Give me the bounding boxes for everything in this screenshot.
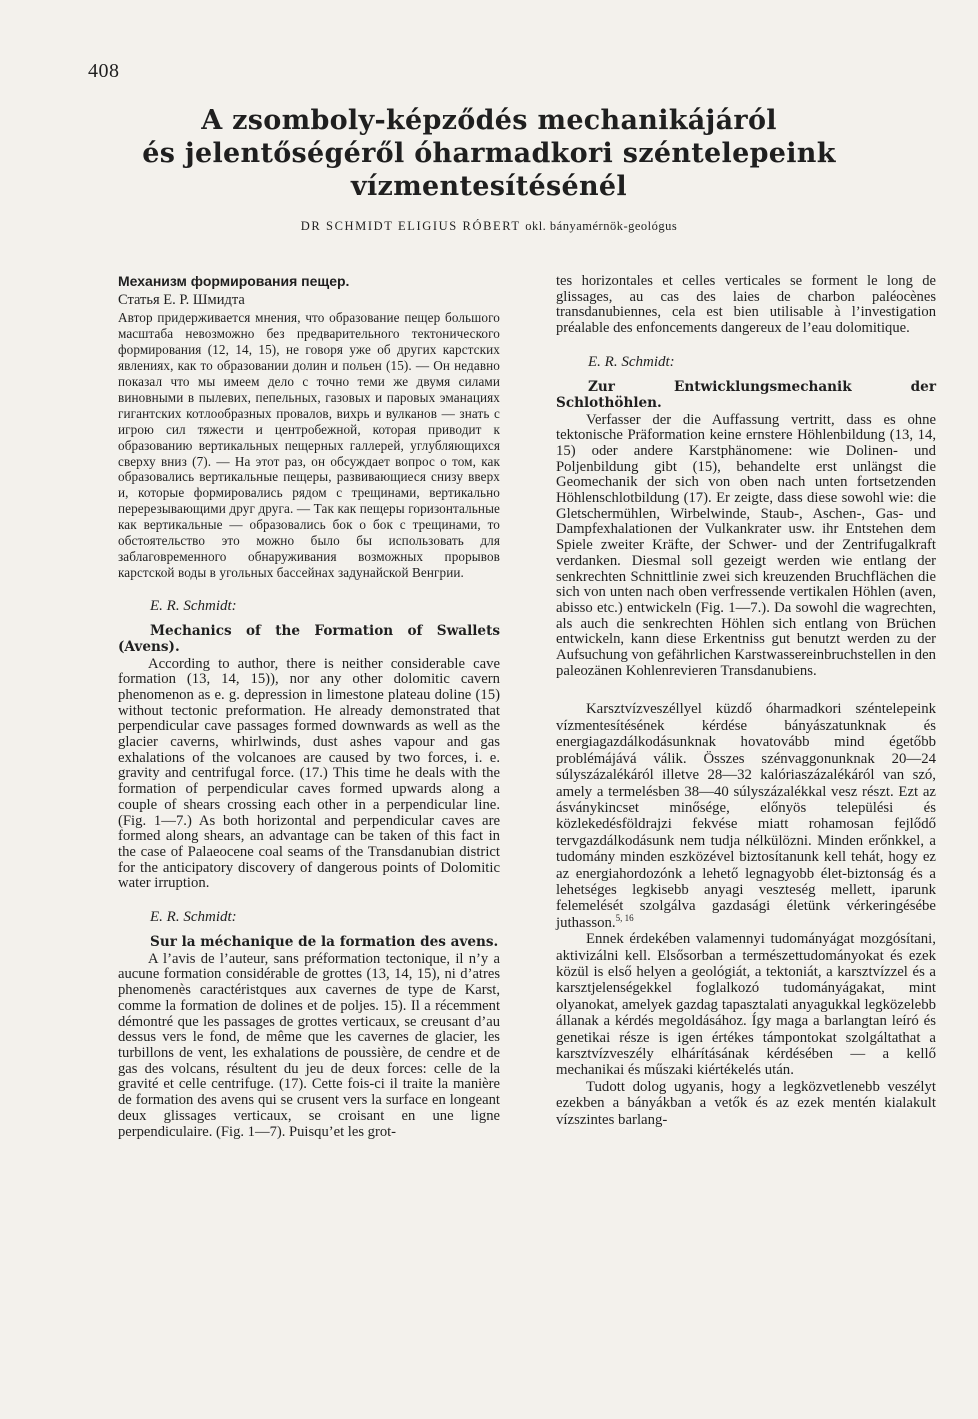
german-abstract-signature: E. R. Schmidt: — [588, 353, 675, 370]
right-column — [556, 274, 936, 1128]
author-byline — [60, 219, 918, 234]
english-abstract-heading: Mechanics of the Formation of Swallets (Avens). — [118, 622, 500, 655]
hungarian-paragraph-2: Ennek érdekében valamennyi tudományágat mozgósítani, aktivizálni kell. Elsősorban a természettudományokat és ezek közül is első helyen a geológiát, a tektoniát, a karsztvízzel és a karsztjelenségekkel foglalkozó tudományágakat, mint olyanokat, amelyek gazdag tapasztalati anyagukkal legközelebb állanak a kérdés megoldásához. Így maga a barlangtan leíró és genetikai része is igen értékes támpontokat szolgáltathat a karsztvízveszély elhárításának kérdésében — a kellő mechanikai és műszaki kiértékelés után. — [556, 931, 936, 1079]
author-name: DR SCHMIDT ELIGIUS RÓBERT — [300, 219, 521, 233]
hungarian-paragraph-3: Tudott dolog ugyanis, hogy a legközvetlenebb veszélyt ezekben a bányákban a vetők és az ezek mentén kialakult vízszintes barlang- — [556, 1078, 936, 1128]
hungarian-paragraph-1-reference: 5, 16 — [615, 912, 634, 923]
page-number: 408 — [88, 60, 120, 82]
french-abstract-heading: Sur la méchanique de la formation des avens. — [150, 933, 499, 950]
author-degree: okl. bányamérnök-geológus — [525, 219, 678, 233]
french-abstract-body-right: tes horizontales et celles verticales se forment le long de glissages, au cas des laies de charbon paléocènes transdanubiennes, cela est bien utilisable à l’investigation préalable des enfoncements dangereux de l’eau dolomitique. — [556, 273, 936, 337]
hungarian-paragraph-1 — [556, 701, 936, 931]
hungarian-paragraph-1-text: Karsztvízveszéllyel küzdő óharmadkori széntelepeink vízmentesítésének kérdése bányászatunknak és energiagazdálkodásunknak hovatovább mind égetőbb problémájává válik. Összes szénvaggonunknak 20—24 súlyszázalékáról illetve 28—32 kalóriaszázalékáról van szó, amely a termelésben 38—40 súlyszázalékkal vesz részt. Ezt az ásványkincset minősége, előnyös települési és közlekedésföldrajzi fekvése miatt rohamosan fejlődő tervgazdálkodásunk nem tudja nélkülözni. Minden erőnkkel, a tudomány minden eszközével biztosítanunk kell tehát, hogy ez az energiahordozónk a lehető legnagyobb élet-biztonság és a lehetséges legkisebb anyagi veszteség mellett, iparunk felemelését szolgálva gazdasági életünk vérkeringésébe juthasson. — [556, 701, 936, 931]
russian-abstract-byline: Статья Е. Р. Шмидта — [118, 291, 245, 308]
title-line-2: és jelentőségéről óharmadkori széntelepeink — [142, 138, 836, 169]
russian-abstract-body: Автор придерживается мнения, что образование пещер большого масштаба невозможно без предварительного тектонического формирования (12, 14, 15), не говоря уже об других карстских явлениях, как то образовании долин и польен (15). — Он недавно показал что мы имеем дело с точно теми же двумя силами виновными в пылевих, пепельных, газовых и паровых эманациях гигантских котлообразных провалов, вихрь и вулканов — знать с игрою сил тяжести и центробежной, которая приводит к образованию вертикальных пещерных галлерей, углубляющихся сверху вниз (7). — На этот раз, он обсуждает вопрос о том, как образовались вертикальные пещеры, развивающиеся снизу вверх и, которые формировались рядом с трещинами, вертикально перерезывающими друг друга. — Так как пещеры горизонтальные как вертикальные — образовались бок о бок с трещинами, то обстоятельство это можно было бы использовать для заблаговременного обнаруживания возможных прорывов карстской воды в угольных бассейнах задунайской Венгрии. — [118, 310, 500, 580]
french-abstract-signature: E. R. Schmidt: — [150, 909, 237, 926]
title-line-1: A zsomboly-képződés mechanikájáról — [201, 105, 777, 136]
french-abstract-body-left: A l’avis de l’auteur, sans préformation tectonique, il n’y a aucune formation considérable de grottes (13, 14, 15), ni d’atres phenomenès caractéristques aux cavernes de type de Karst, comme la formation de dolines et de poljes. 15). Il a récemment démontré que les passages de grottes verticaux, se creusant d’au dessus vers le fond, de même que les cavernes de glacier, les turbillons de vent, les exhalations de poussière, de cendre et de gas des volcans, résultent du jeu de deux forces: celle de la gravité et celle centrifuge. (17). Cette fois-ci il traite la manière de formation des avens qui se crusent vers la surface en longeant deux glissages verticaux, se croisant en une ligne perpendiculaire. (Fig. 1—7). Puisqu’et les grot- — [118, 950, 500, 1140]
article-title — [60, 104, 918, 203]
english-abstract-signature: E. R. Schmidt: — [150, 597, 237, 614]
title-line-3: vízmentesítésénél — [351, 171, 627, 202]
left-column — [118, 274, 500, 1140]
german-abstract-heading: Zur Entwicklungsmechanik der Schlothöhlen. — [556, 378, 936, 411]
english-abstract-body: According to author, there is neither considerable cave formation (13, 14, 15)), nor any other dolomitic cavern phenomenon as e. g. depression in limestone plateau doline (15) without tectonic preformation. He already demonstrated that perpendicular cave passages formed downwards as well as the glacier caverns, whirlwinds, dust ashes vapour and gas exhalations of the volcanoes are caused by two forces, i. e. gravity and centrifugal force. (17.) This time he deals with the formation of perpendicular caves formed upwards along a couple of shears crossing each other in a perpendicular line. (Fig. 1—7.) As both horizontal and perpendicular caves are formed along shears, an advantage can be taken of this fact in the case of Palaeocene coal seams of the Transdanubian district for the anticipatory discovery of dangerous points of Dolomitic water irruption. — [118, 655, 500, 892]
russian-abstract-heading: Механизм формирования пещер. — [118, 273, 350, 289]
german-abstract-body: Verfasser der die Auffassung vertritt, dass es ohne tektonische Präformation keine ernstere Höhlenbildung (13, 14, 15) oder andere Karstphänomene: wie Dolinen- und Poljenbildung gibt (15), behandelte erst unlängst die Geomechanik der sich von oben nach unten fortsetzenden Höhlenschlotbildung (17). Er zeigte, dass diese sowohl wie: die Gletschermühlen, Wirbelwinde, Staub-, Aschen-, Gas- und Dampfexhalationen der Vulkankrater usw. ihr Entstehen dem Spiele zweiter Kräfte, der Schwer- und der Zentrifugalkraft verdanken. Diesmal soll gezeigt werden wie entlang der senkrechten Schnittlinie zwei sich kreuzenden Bruchflächen die sich von unten nach oben verfressende vertikalen Höhlen (aven, abisso etc.) entwickeln (Fig. 1—7.). Da sowohl die wagrechten, als auch die senkrechten Höhlen sich entlang von Brüchen entwickeln, kann diese Erkentniss gut benutzt werden zu der Aufsuchung von gefährlichen Karstwassereinbruchstellen in den paleozänen Kohlenrevieren Transdanubiens. — [556, 411, 936, 679]
